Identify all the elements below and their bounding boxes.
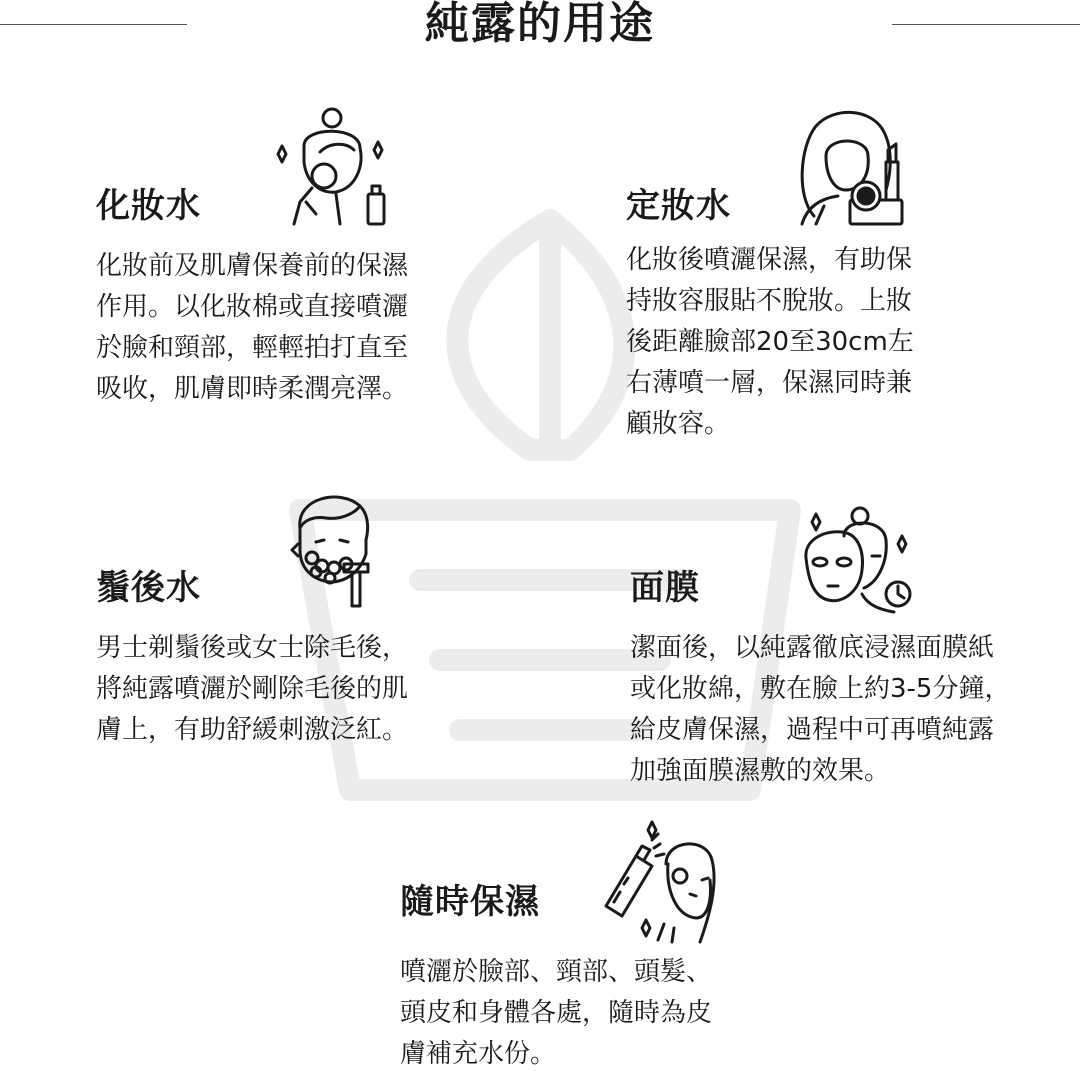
desc-line: 持妝容服貼不脫妝。上妝 bbox=[626, 286, 913, 316]
desc-line: 化妝後噴灑保濕，有助保 bbox=[626, 245, 913, 275]
section-title-toner: 化妝水 bbox=[96, 186, 201, 226]
desc-line: 膚補充水份。 bbox=[400, 1039, 557, 1069]
section-desc-anytime-hydration bbox=[400, 952, 712, 1075]
desc-line: 於臉和頸部，輕輕拍打直至 bbox=[96, 333, 409, 363]
desc-line: 噴灑於臉部、頸部、頭髮、 bbox=[400, 957, 713, 987]
desc-line: 或化妝綿，敷在臉上約3-5分鐘， bbox=[630, 674, 1011, 704]
section-desc-face-mask bbox=[630, 628, 1010, 792]
desc-line: 潔面後，以純露徹底浸濕面膜紙 bbox=[630, 633, 995, 663]
desc-line: 給皮膚保濕，過程中可再噴純露 bbox=[630, 715, 995, 745]
face-spray-icon bbox=[596, 820, 722, 944]
desc-line: 後距離臉部20至30cm左 bbox=[626, 327, 914, 357]
section-desc-toner bbox=[96, 246, 408, 410]
section-title-face-mask: 面膜 bbox=[630, 568, 700, 608]
desc-line: 化妝前及肌膚保養前的保濕 bbox=[96, 251, 409, 281]
section-title-anytime-hydration: 隨時保濕 bbox=[400, 882, 540, 922]
section-title-aftershave: 鬚後水 bbox=[96, 568, 201, 608]
face-mask-icon bbox=[798, 500, 918, 616]
desc-line: 作用。以化妝棉或直接噴灑 bbox=[96, 292, 409, 322]
page-title: 純露的用途 bbox=[425, 0, 655, 49]
desc-line: 加強面膜濕敷的效果。 bbox=[630, 756, 891, 786]
desc-line: 右薄噴一層，保濕同時兼 bbox=[626, 368, 913, 398]
section-desc-aftershave bbox=[96, 628, 408, 751]
woman-cotton-pad-icon bbox=[270, 106, 394, 230]
section-title-setting-spray: 定妝水 bbox=[626, 186, 731, 226]
man-shaving-icon bbox=[290, 488, 376, 612]
desc-line: 顧妝容。 bbox=[626, 409, 731, 439]
desc-line: 將純露噴灑於剛除毛後的肌 bbox=[96, 674, 409, 704]
desc-line: 頭皮和身體各處，隨時為皮 bbox=[400, 998, 713, 1028]
desc-line: 男士剃鬚後或女士除毛後， bbox=[96, 633, 409, 663]
woman-makeup-icon bbox=[794, 106, 912, 230]
desc-line: 膚上，有助舒緩刺激泛紅。 bbox=[96, 715, 409, 745]
desc-line: 吸收，肌膚即時柔潤亮澤。 bbox=[96, 374, 409, 404]
section-desc-setting-spray bbox=[626, 240, 914, 445]
